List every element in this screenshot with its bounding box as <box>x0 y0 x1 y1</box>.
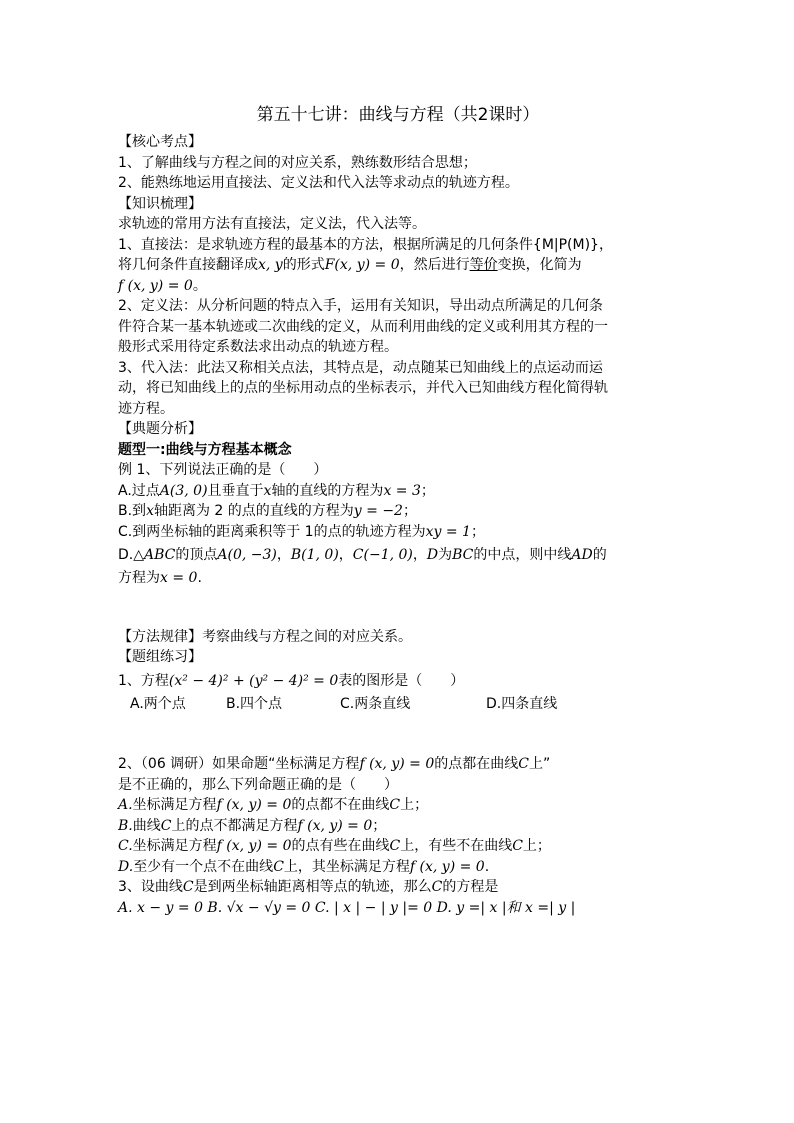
text: . <box>197 570 202 586</box>
analysis-heading: 【典题分析】 <box>118 421 202 437</box>
text: 的点都在曲线 <box>434 756 519 772</box>
knowledge-intro: 求轨迹的常用方法有直接法，定义法，代入法等。 <box>118 216 426 232</box>
text: 的 <box>592 547 607 563</box>
text: D. <box>118 547 134 563</box>
text: ； <box>372 817 387 834</box>
text: ； <box>470 523 485 540</box>
practice-heading: 【题组练习】 <box>118 649 202 665</box>
math: f (x, y) = 0 <box>359 756 435 772</box>
knowledge-heading: 【知识梳理】 <box>118 195 202 212</box>
math: C(−1, 0) <box>352 547 413 563</box>
type-1-heading: 题型一:曲线与方程基本概念 <box>118 441 292 458</box>
text: 上； <box>400 797 429 813</box>
text: 的形式 <box>282 257 325 273</box>
definition-method-line-1: 2、定义法：从分析问题的特点入手，运用有关知识，导出动点所满足的几何条 <box>118 298 603 314</box>
math: D <box>426 547 439 563</box>
question-2 <box>118 754 678 775</box>
label: D. <box>118 858 134 875</box>
example-option-c <box>118 522 678 543</box>
text: ， <box>276 547 291 563</box>
text: 变换，化简为 <box>497 257 582 273</box>
math: C <box>431 879 443 895</box>
math: f (x, y) = 0 <box>409 858 485 875</box>
text: 是到两坐标轴距离相等点的轨迹，那么 <box>193 879 432 895</box>
text: 坐标满足方程 <box>132 838 217 854</box>
definition-method-line-3: 般形式采用待定系数法求出动点的轨迹方程。 <box>118 339 398 355</box>
math: f (x, y) = 0 <box>297 817 373 834</box>
math: A(0, −3) <box>217 547 277 563</box>
text: 上，其坐标满足方程 <box>283 858 410 875</box>
text: 2、（06 调研）如果命题“坐标满足方程 <box>118 756 360 772</box>
math: x = 0 <box>160 570 198 586</box>
text: 上，有些不在曲线 <box>400 838 513 854</box>
example-1: 例 1、下列说法正确的是（ ） <box>118 462 328 478</box>
text: ； <box>420 482 435 499</box>
text: 上； <box>522 838 551 854</box>
text: C.到两坐标轴的距离乘积等于 1的点的轨迹方程为 <box>118 523 426 540</box>
text: 表的图形是（ ） <box>338 672 465 689</box>
math: AD <box>571 547 593 563</box>
text: ， <box>338 547 353 563</box>
question-2-option-b <box>118 816 678 837</box>
option-b: B.四个点 <box>226 695 283 712</box>
text: 至少有一个点不在曲线 <box>133 858 274 875</box>
substitution-method-line-3: 迹方程。 <box>118 400 174 417</box>
text: 1、方程 <box>118 672 169 689</box>
question-1 <box>118 668 678 694</box>
example-option-d <box>118 542 678 568</box>
text: ，然后进行 <box>399 257 470 273</box>
core-item-2: 2、能熟练地运用直接法、定义法和代入法等求动点的轨迹方程。 <box>118 175 519 191</box>
option-a: A.两个点 <box>130 695 186 712</box>
spacer <box>118 714 678 754</box>
text: 。 <box>192 277 207 294</box>
math: x = 3 <box>383 482 421 499</box>
math: x <box>146 503 154 519</box>
direct-method-line-3 <box>118 276 678 297</box>
option-c: C.两条直线 <box>340 695 411 712</box>
document-page <box>118 100 678 918</box>
example-option-d-continued <box>118 568 678 589</box>
math: C <box>182 879 194 895</box>
question-1-options <box>118 694 678 715</box>
text: 轴距离为 2 的点的直线的方程为 <box>153 503 354 519</box>
question-2-option-c <box>118 836 678 857</box>
math-f: f (x, y) = 0 <box>118 277 193 294</box>
underlined-term: 等价 <box>469 257 498 273</box>
text: 轴的直线的方程为 <box>271 482 384 499</box>
label: B. <box>118 817 133 834</box>
text: ， <box>412 547 427 563</box>
direct-method-line-2 <box>118 255 678 276</box>
substitution-method-line-1: 3、代入法：此法又称相关点法，其特点是，动点随某已知曲线上的点运动而运 <box>118 359 603 376</box>
math: f (x, y) = 0 <box>216 838 292 854</box>
math: B(1, 0) <box>290 547 339 563</box>
example-option-b <box>118 501 678 522</box>
text: 方程为 <box>118 570 160 586</box>
math-xy: x, y <box>258 257 283 273</box>
text: 将几何条件直接翻译成 <box>118 257 258 273</box>
math: △ABC <box>133 547 176 563</box>
text: 的点都不在曲线 <box>291 797 390 813</box>
text: A.过点 <box>118 482 160 499</box>
text: 上” <box>528 756 551 772</box>
core-item-1: 1、了解曲线与方程之间的对应关系，熟练数形结合思想； <box>118 154 477 171</box>
text: 的顶点 <box>175 547 218 563</box>
spacer <box>118 589 678 627</box>
label: A. <box>118 797 133 813</box>
text: B.到 <box>118 503 147 519</box>
math: xy = 1 <box>425 523 471 540</box>
direct-method-line-1: 1、直接法：是求轨迹方程的最基本的方法，根据所满足的几何条件{M|P(M)}， <box>118 236 613 253</box>
text: 且垂直于 <box>207 482 264 499</box>
math: f (x, y) = 0 <box>216 797 292 813</box>
text: 的中点，则中线 <box>473 547 572 563</box>
math: A(3, 0) <box>159 482 208 499</box>
text: . <box>484 858 490 875</box>
question-2-continued: 是不正确的，那么下列命题正确的是（ ） <box>118 776 398 793</box>
core-heading: 【核心考点】 <box>118 134 202 150</box>
question-3-options: A. x − y = 0 B. √x − √y = 0 C. | x | − | y |= 0 D. y =| x |和 x =| y | <box>118 899 576 916</box>
question-2-option-d <box>118 857 678 878</box>
substitution-method-line-2: 动，将已知曲线上的点的坐标用动点的坐标表示，并代入已知曲线方程化简得轨 <box>118 380 608 396</box>
math: y = −2 <box>353 503 403 519</box>
math: C <box>273 858 284 875</box>
question-2-option-a <box>118 795 678 816</box>
math: (x² − 4)² + (y² − 4)² = 0 <box>168 672 339 689</box>
text: 坐标满足方程 <box>132 797 217 813</box>
example-option-a <box>118 481 678 502</box>
page-title: 第五十七讲：曲线与方程（共2课时） <box>256 105 540 125</box>
option-d: D.四条直线 <box>486 695 558 712</box>
math: C <box>389 797 401 813</box>
question-3 <box>118 877 678 898</box>
text: ； <box>402 503 417 519</box>
text: 为 <box>438 547 453 563</box>
label: C. <box>118 838 133 854</box>
method-rule: 【方法规律】考察曲线与方程之间的对应关系。 <box>118 628 412 645</box>
definition-method-line-2: 件符合某一基本轨迹或二次曲线的定义，从而利用曲线的定义或利用其方程的一 <box>118 318 608 335</box>
text: 的点有些在曲线 <box>291 838 390 854</box>
text: 曲线 <box>132 817 161 834</box>
math: BC <box>452 547 474 563</box>
math: C <box>512 838 523 854</box>
math: C <box>389 838 401 854</box>
text: 上的点不都满足方程 <box>171 817 298 834</box>
math: x <box>263 482 272 499</box>
text: 的方程是 <box>442 879 499 895</box>
math: C <box>518 756 529 772</box>
math: C <box>160 817 172 834</box>
text: 3、设曲线 <box>118 879 183 895</box>
math-F: F(x, y) = 0 <box>324 257 400 273</box>
